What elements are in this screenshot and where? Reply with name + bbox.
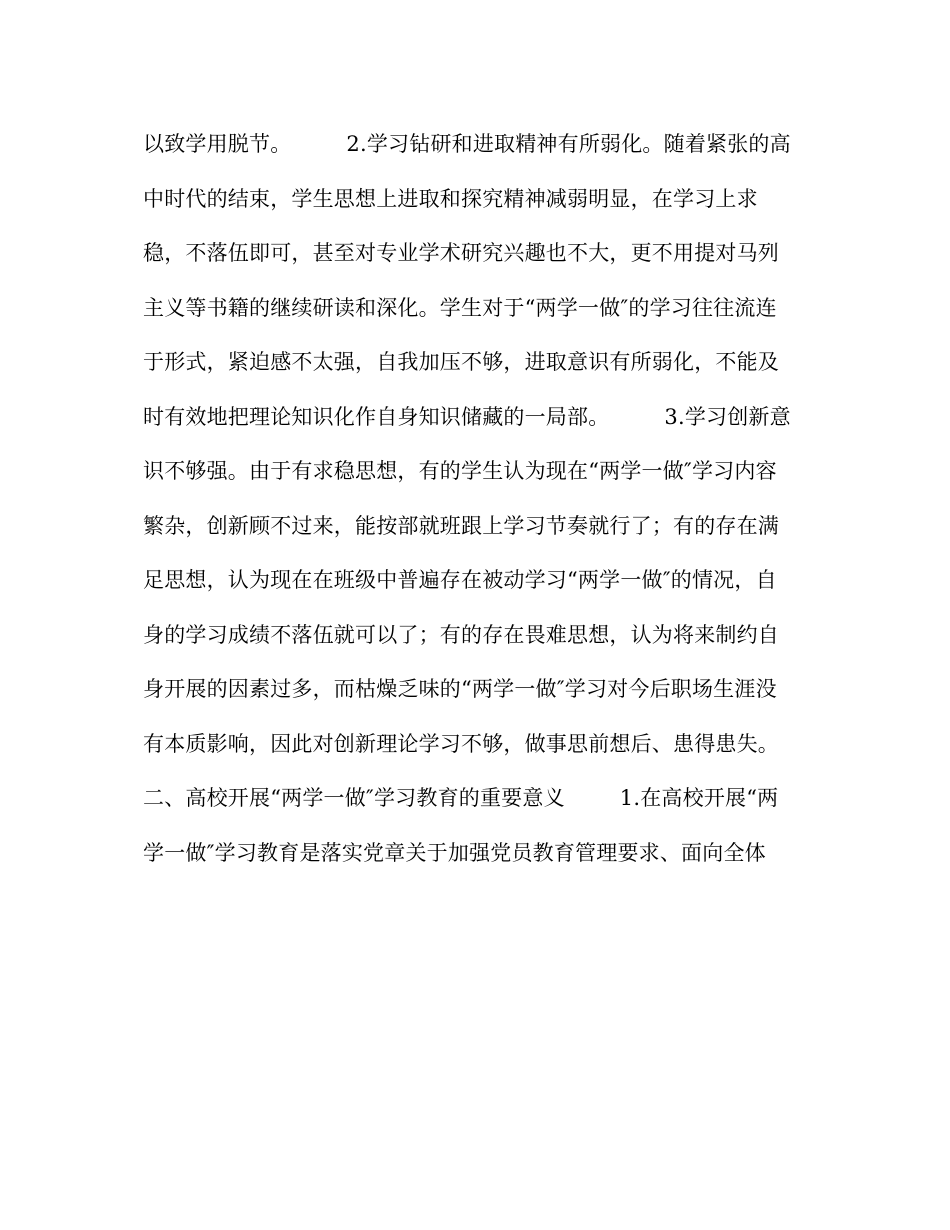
text-line: 足思想，认为现在在班级中普遍存在被动学习“两学一做″的情况，自 bbox=[143, 568, 777, 592]
body-text bbox=[143, 122, 813, 885]
text-line: 识不够强。由于有求稳思想，有的学生认为现在“两学一做″学习内容 bbox=[143, 459, 777, 483]
text-line: 有本质影响，因此对创新理论学习不够，做事思前想后、患得患失。 bbox=[143, 731, 779, 756]
text-line: 主义等书籍的继续研读和深化。学生对于“两学一做″的学习往往流连 bbox=[143, 295, 777, 320]
text-line: 繁杂，创新顾不过来，能按部就班跟上学习节奏就行了；有的存在满 bbox=[143, 513, 779, 538]
text-line: 身开展的因素过多，而枯燥乏味的“两学一做″学习对今后职场生涯没 bbox=[143, 677, 777, 701]
text-line: 于形式，紧迫感不太强，自我加压不够，进取意识有所弱化，不能及 bbox=[143, 350, 779, 374]
text-line: 学一做″学习教育是落实党章关于加强党员教育管理要求、面向全体 bbox=[143, 840, 766, 865]
text-line: 以致学用脱节。 2.学习钻研和进取精神有所弱化。随着紧张的高 bbox=[143, 132, 791, 156]
section-heading-line: 二、高校开展“两学一做″学习教育的重要意义 1.在高校开展“两 bbox=[143, 786, 779, 810]
text-line: 身的学习成绩不落伍就可以了；有的存在畏难思想，认为将来制约自 bbox=[143, 622, 779, 647]
text-line: 中时代的结束，学生思想上进取和探究精神减弱明显，在学习上求 bbox=[143, 186, 758, 211]
text-line: 稳，不落伍即可，甚至对专业学术研究兴趣也不大，更不用提对马列 bbox=[143, 241, 779, 265]
text-line: 时有效地把理论知识化作自身知识储藏的一局部。 3.学习创新意 bbox=[143, 404, 791, 429]
